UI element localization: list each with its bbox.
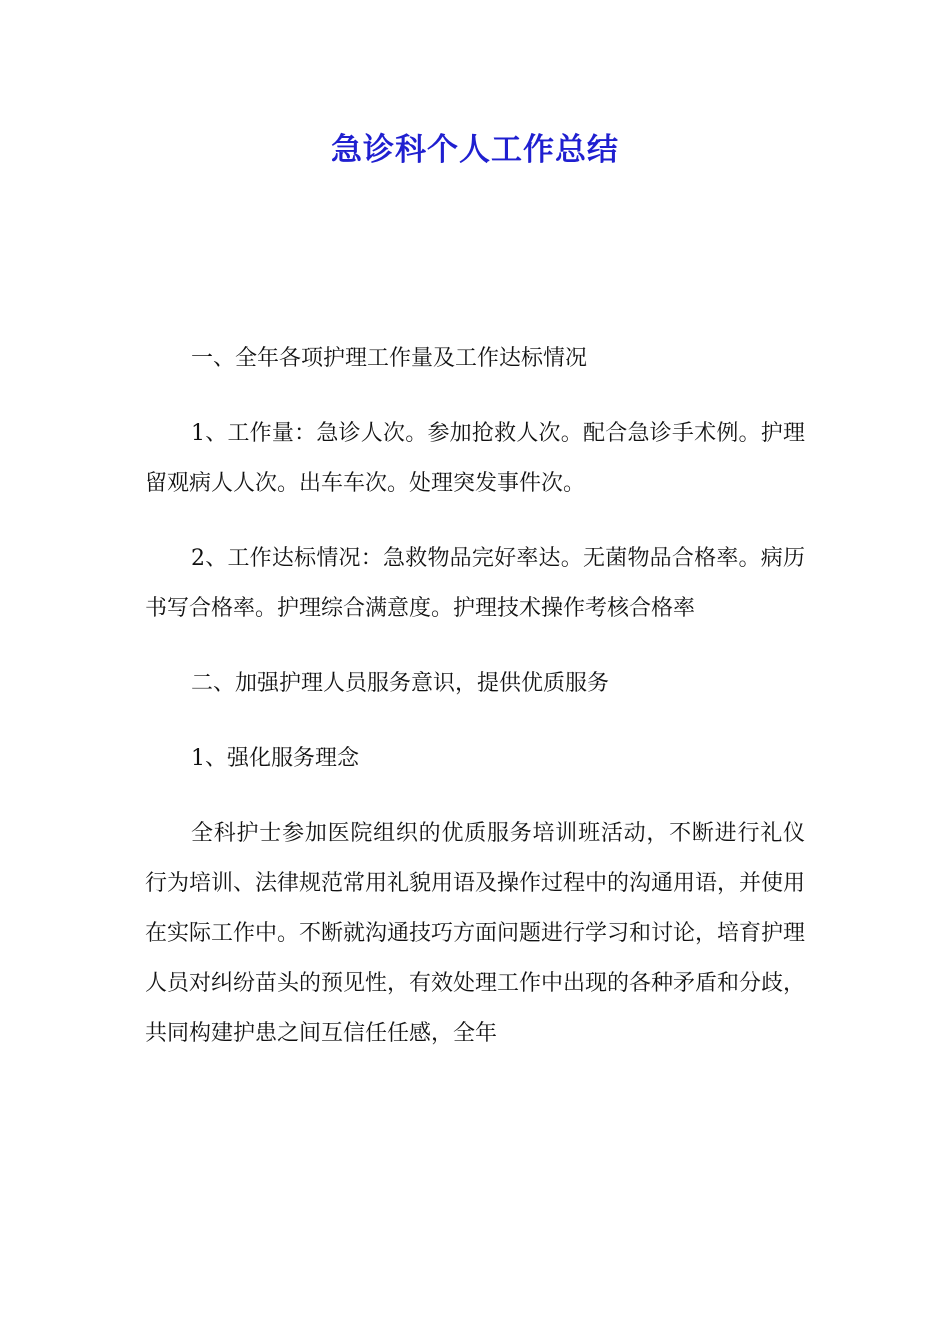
paragraph-standards: 2、工作达标情况：急救物品完好率达。无菌物品合格率。病历书写合格率。护理综合满意度。护理技术操作考核合格率 bbox=[145, 546, 805, 621]
subsection-heading: 1、强化服务理念 bbox=[191, 746, 359, 771]
paragraph-workload: 1、工作量：急诊人次。参加抢救人次。配合急诊手术例。护理留观病人人次。出车车次。处理突发事件次。 bbox=[145, 421, 805, 496]
section-heading-2: 二、加强护理人员服务意识，提供优质服务 bbox=[191, 671, 610, 696]
paragraph-service: 全科护士参加医院组织的优质服务培训班活动，不断进行礼仪行为培训、法律规范常用礼貌用语及操作过程中的沟通用语，并使用在实际工作中。不断就沟通技巧方面问题进行学习和讨论，培育护理人员对纠纷苗头的预见性，有效处理工作中出现的各种矛盾和分歧，共同构建护患之间互信任任感，全年 bbox=[145, 821, 806, 1046]
document-body bbox=[145, 334, 805, 1084]
section-heading-1: 一、全年各项护理工作量及工作达标情况 bbox=[191, 346, 588, 371]
document-title: 急诊科个人工作总结 bbox=[331, 132, 619, 168]
